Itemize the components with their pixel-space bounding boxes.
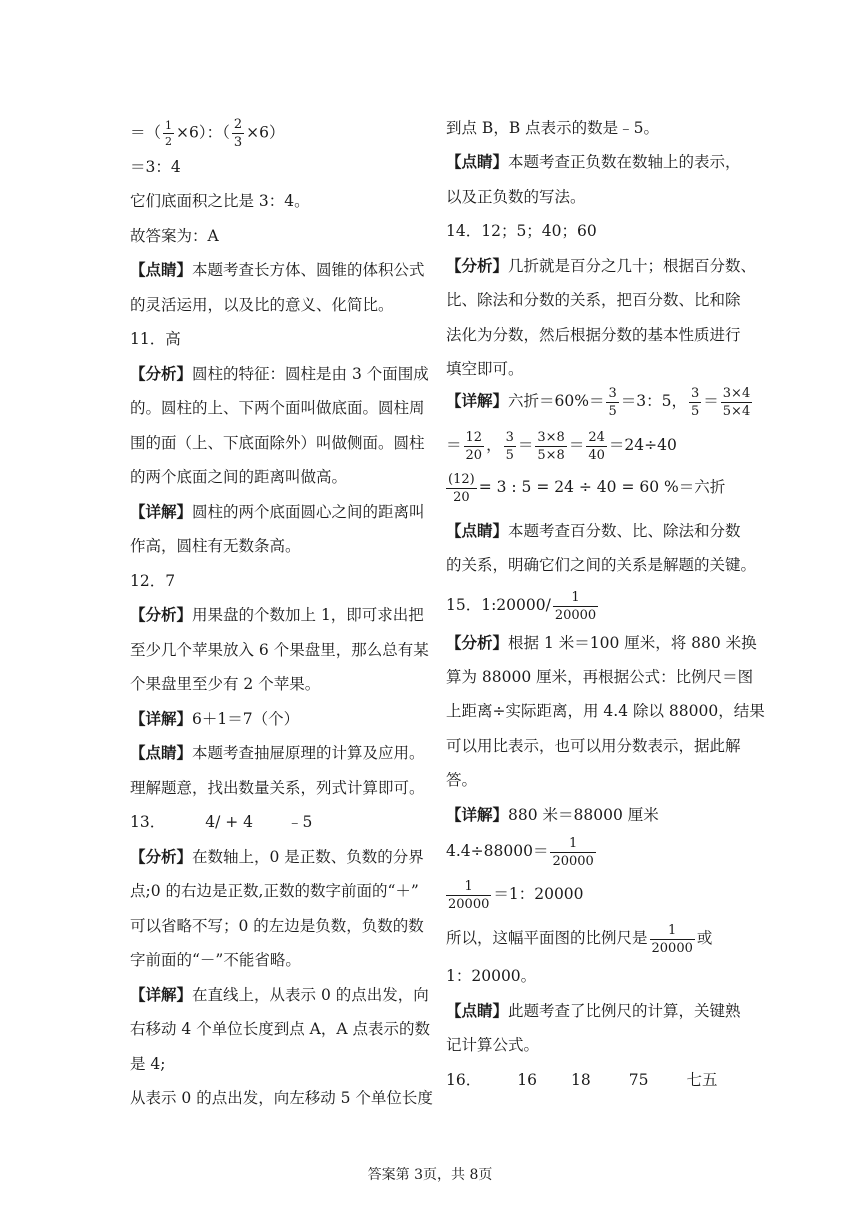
text-line: 1：20000。 [446,967,537,985]
label-fenxi: 【分析】 [130,847,193,866]
equation-line: $\frac{1}{20000}$ ＝1：20000 [448,878,584,912]
detail-line: 【详解】880 米＝88000 厘米 [446,805,659,824]
text-line: 的。圆柱的上、下两个面叫做底面。圆柱周 [130,399,425,417]
equation-line: $\frac{(12)}{20}$ = 3 : 5 = 24 ÷ 40 = 60 %＝六折 [448,471,726,505]
text-line: 理解题意，找出数量关系，列式计算即可。 [130,779,425,797]
analysis-line: 【分析】根据 1 米＝100 厘米，将 880 米换 [446,633,757,652]
text-line: 的两个底面之间的距离叫做高。 [130,468,348,486]
label-dianjing: 【点睛】 [446,152,509,171]
label-dianjing: 【点睛】 [446,521,509,540]
analysis-line: 【分析】几折就是百分之几十；根据百分数、 [446,256,757,275]
label-dianjing: 【点睛】 [130,743,193,762]
question-heading: 11．高 [130,330,181,348]
text-line: 故答案为：A [130,227,219,245]
fraction: $\frac{3}{5}$ [608,385,617,419]
fraction: $\frac{3}{5}$ [505,429,514,463]
fraction: $\frac{12}{20}$ [465,429,483,463]
ratio-expression-line: ＝（ $\frac{1}{2}$ ×6）：（ $\frac{2}{3}$ ×6） [130,117,285,150]
question-heading: 14．12；5；40；60 [446,222,597,240]
text-line: 它们底面积之比是 3：4。 [130,192,310,210]
text-line: 点;0 的右边是正数,正数的数字前面的“＋” [130,882,419,900]
text-line: 的灵活运用，以及比的意义、化简比。 [130,296,394,314]
detail-line: 【详解】圆柱的两个底面圆心之间的距离叫 [130,502,425,521]
question-heading: 16． 16 18 75 七五 [446,1071,718,1089]
analysis-line: 【分析】在数轴上，0 是正数、负数的分界 [130,847,424,866]
text-line: ＝3：4 [130,158,181,176]
fraction: $\frac{3\times 4}{5\times 4}$ [722,385,751,419]
label-xiangjie: 【详解】 [130,502,193,521]
fraction: $\frac{1}{2}$ [165,119,173,148]
label-xiangjie: 【详解】 [130,985,193,1004]
text-line: 可以省略不写；0 的左边是负数，负数的数 [130,917,424,935]
fraction: $\frac{1}{20000}$ [448,878,490,912]
text-line: 算为 88000 厘米，再根据公式：比例尺＝图 [446,668,754,686]
label-dianjing: 【点睛】 [446,1001,509,1020]
text-line: 右移动 4 个单位长度到点 A，A 点表示的数 [130,1020,430,1038]
label-fenxi: 【分析】 [446,633,509,652]
question-heading: 13． 4/ + 4 ﹣5 [130,813,313,831]
fraction: $\frac{3\times 8}{5\times 8}$ [537,429,565,463]
fraction: $\frac{24}{40}$ [588,429,605,463]
text-line: 作高，圆柱有无数条高。 [130,537,301,555]
label-fenxi: 【分析】 [130,605,193,624]
equation-line: 4.4÷88000＝ $\frac{1}{20000}$ [446,835,594,869]
text-line: 至少几个苹果放入 6 个果盘里，那么总有某 [130,641,429,659]
label-fenxi: 【分析】 [130,364,193,383]
text-line: 以及正负数的写法。 [446,188,586,206]
text-line: 是 4; [130,1055,166,1073]
question-heading: 12．7 [130,572,176,590]
detail-line: 【详解】六折＝60%＝ $\frac{3}{5}$ ＝3：5， $\frac{3}{5}$ ＝ $\frac{3\times 4}{5\times 4}$ [446,385,751,419]
text-line: 填空即可。 [446,360,524,378]
question-heading: 15．1:20000/ $\frac{1}{20000}$ [446,589,597,623]
text-line: 记计算公式。 [446,1036,540,1054]
fraction: $\frac{3}{5}$ [690,385,700,419]
text-line: 个果盘里至少有 2 个苹果。 [130,675,321,693]
fraction: $\frac{1}{20000}$ [651,922,693,956]
conclusion-line: 所以，这幅平面图的比例尺是 $\frac{1}{20000}$ 或 [446,922,713,956]
text-line: 答。 [446,771,478,789]
text-line: 比、除法和分数的关系，把百分数、比和除 [446,291,741,309]
comment-line: 【点睛】本题考查抽屉原理的计算及应用。 [130,743,425,762]
equation-line: ＝ $\frac{12}{20}$ ， $\frac{3}{5}$ ＝ $\frac{3\times 8}{5\times 8}$ ＝ $\frac{24}{40}$ ＝24÷40 [446,429,677,463]
page-footer: 答案第 3页，共 8页 [367,1167,493,1183]
text-line: 上距离÷实际距离，用 4.4 除以 88000，结果 [446,702,765,720]
comment-line: 【点睛】此题考查了比例尺的计算，关键熟 [446,1001,741,1020]
comment-line: 【点睛】本题考查正负数在数轴上的表示， [446,152,741,171]
label-xiangjie: 【详解】 [446,805,509,824]
fraction: $\frac{1}{20000}$ [552,835,594,869]
detail-line: 【详解】在直线上，从表示 0 的点出发，向 [130,985,429,1004]
fraction: $\frac{2}{3}$ [233,117,243,150]
analysis-line: 【分析】用果盘的个数加上 1，即可求出把 [130,605,424,624]
label-xiangjie: 【详解】 [446,391,509,410]
label-fenxi: 【分析】 [446,256,509,275]
analysis-line: 【分析】圆柱的特征：圆柱是由 3 个面围成 [130,364,429,383]
text-line: 到点 B，B 点表示的数是﹣5。 [446,119,659,137]
text-line: 的关系，明确它们之间的关系是解题的关键。 [446,556,757,574]
text-line: 法化为分数，然后根据分数的基本性质进行 [446,326,741,344]
label-dianjing: 【点睛】 [130,260,193,279]
label-xiangjie: 【详解】 [130,709,193,728]
detail-line: 【详解】6＋1＝7（个） [130,709,300,728]
text-line: 从表示 0 的点出发，向左移动 5 个单位长度 [130,1089,433,1107]
comment-line: 【点睛】本题考查长方体、圆锥的体积公式 [130,260,425,279]
comment-line: 【点睛】本题考查百分数、比、除法和分数 [446,521,741,540]
fraction: $\frac{1}{20000}$ [554,589,597,623]
text-line: 围的面（上、下底面除外）叫做侧面。圆柱 [130,434,425,452]
fraction: $\frac{(12)}{20}$ [448,471,475,505]
text-line: 可以用比表示，也可以用分数表示，据此解 [446,737,741,755]
text-line: 字前面的“－”不能省略。 [130,951,301,969]
